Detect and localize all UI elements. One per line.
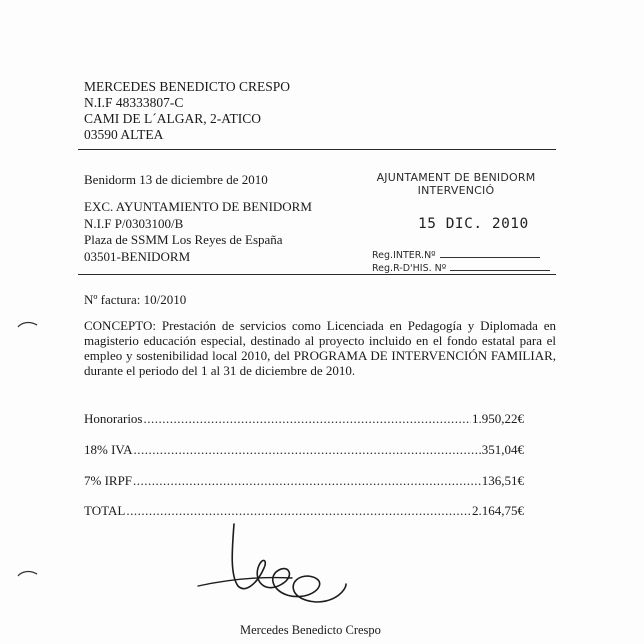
- recipient-postal: 03501-BENIDORM: [84, 248, 191, 264]
- sender-block: [84, 79, 290, 143]
- item-amount: 1.950,22€: [472, 411, 524, 426]
- item-amount: 136,51€: [481, 473, 524, 488]
- concept-paragraph: CONCEPTO: Prestación de servicios como Licenciada en Pedagogía y Diplomada en magisterio educación especial, destinado al proyecto incluido en el fondo estatal para el empleo y sostenibilidad local 2010, del PROGRAMA DE INTERVENCIÓN FAMILIAR, durante el periodo del 1 al 31 de diciembre de 2010.: [84, 318, 556, 378]
- margin-mark-stroke: [18, 572, 37, 576]
- sender-nif: N.I.F 48333807-C: [84, 95, 184, 110]
- signature-stroke: [232, 524, 346, 602]
- line-item-iva: [84, 442, 524, 458]
- recipient-block: [84, 199, 312, 265]
- signature-flourish: [198, 577, 292, 586]
- sender-address: CAMI DE L´ALGAR, 2-ATICO: [84, 111, 261, 126]
- line-item-total: [84, 503, 524, 519]
- reg-rdhis-label: Reg.R-D'HIS. Nº: [372, 263, 447, 274]
- reg-rdhis-row: [372, 262, 550, 274]
- item-label: 18% IVA: [84, 442, 133, 457]
- leader-dots: [144, 411, 472, 427]
- signature-name: Mercedes Benedicto Crespo: [240, 623, 381, 637]
- stamp-date: 15 DIC. 2010: [418, 216, 529, 232]
- sender-name: MERCEDES BENEDICTO CRESPO: [84, 79, 291, 94]
- recipient-nif: N.I.F P/0303100/B: [84, 215, 184, 231]
- top-divider: [78, 149, 556, 150]
- margin-mark: [16, 567, 40, 579]
- item-amount: 351,04€: [481, 442, 524, 457]
- signature-scribble: [196, 520, 376, 620]
- leader-dots: [126, 503, 471, 519]
- invoice-number: Nº factura: 10/2010: [84, 292, 187, 307]
- margin-mark: [16, 318, 40, 330]
- item-amount: 2.164,75€: [472, 503, 524, 518]
- recipient-address: Plaza de SSMM Los Reyes de España: [84, 232, 283, 247]
- reg-inter-row: [372, 249, 540, 261]
- reg-inter-line: [440, 249, 540, 258]
- line-item-irpf: [84, 473, 524, 489]
- sender-postal: 03590 ALTEA: [84, 127, 164, 142]
- date-line: Benidorm 13 de diciembre de 2010: [84, 172, 268, 187]
- item-label: TOTAL: [84, 503, 126, 518]
- leader-dots: [134, 442, 481, 458]
- item-label: 7% IRPF: [84, 473, 133, 488]
- middle-divider: [78, 274, 556, 275]
- leader-dots: [133, 473, 481, 489]
- recipient-name: EXC. AYUNTAMIENTO DE BENIDORM: [84, 199, 312, 214]
- intervention-stamp: [372, 171, 540, 197]
- stamp-line2: INTERVENCIÓ: [417, 184, 495, 197]
- reg-inter-label: Reg.INTER.Nº: [372, 250, 436, 261]
- reg-rdhis-line: [450, 262, 550, 271]
- item-label: Honorarios: [84, 411, 143, 426]
- line-item-honorarios: [84, 411, 524, 427]
- margin-mark-stroke: [18, 323, 37, 327]
- stamp-line1: AJUNTAMENT DE BENIDORM: [376, 171, 536, 184]
